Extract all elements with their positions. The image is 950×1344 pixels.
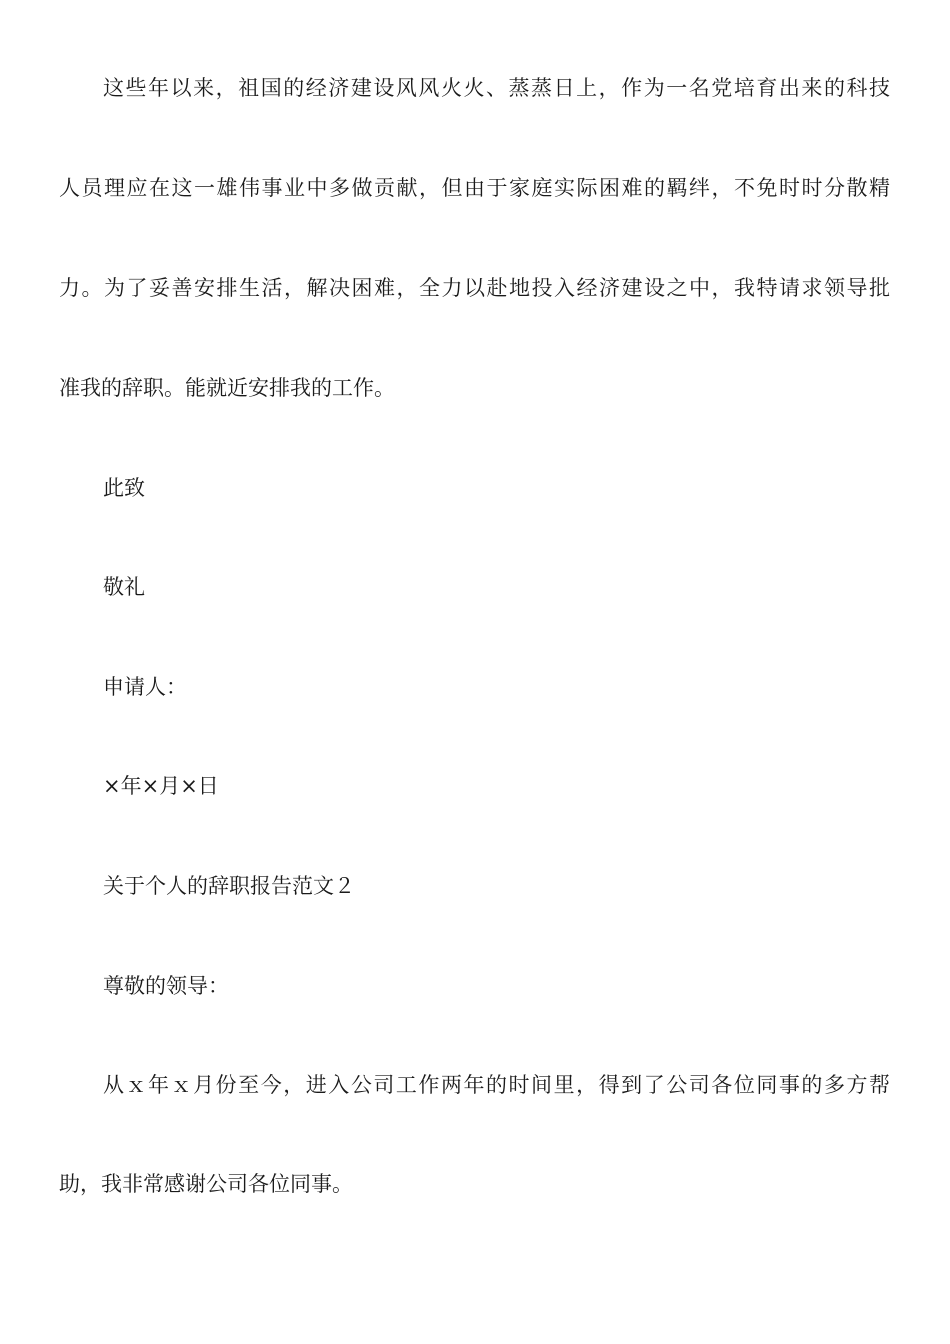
paragraph-2-line-2: 助，我非常感谢公司各位同事。	[59, 1172, 353, 1196]
salutation: 尊敬的领导：	[103, 974, 229, 998]
paragraph-1-line-1: 这些年以来，祖国的经济建设风风火火、蒸蒸日上，作为一名党培育出来的科技	[103, 76, 890, 100]
paragraph-1-line-4: 准我的辞职。能就近安排我的工作。	[59, 376, 395, 400]
paragraph-1-line-2: 人员理应在这一雄伟事业中多做贡献，但由于家庭实际困难的羁绊，不免时时分散精	[59, 176, 890, 200]
closing-salute: 敬礼	[103, 575, 145, 599]
closing-greeting: 此致	[103, 476, 145, 500]
section-title: 关于个人的辞职报告范文２	[103, 874, 355, 898]
paragraph-1-line-3: 力。为了妥善安排生活，解决困难，全力以赴地投入经济建设之中，我特请求领导批	[59, 276, 890, 300]
applicant-label: 申请人：	[103, 675, 187, 699]
date-line: ×年×月×日	[103, 774, 219, 798]
paragraph-2-line-1: 从ｘ年ｘ月份至今，进入公司工作两年的时间里，得到了公司各位同事的多方帮	[103, 1073, 890, 1097]
